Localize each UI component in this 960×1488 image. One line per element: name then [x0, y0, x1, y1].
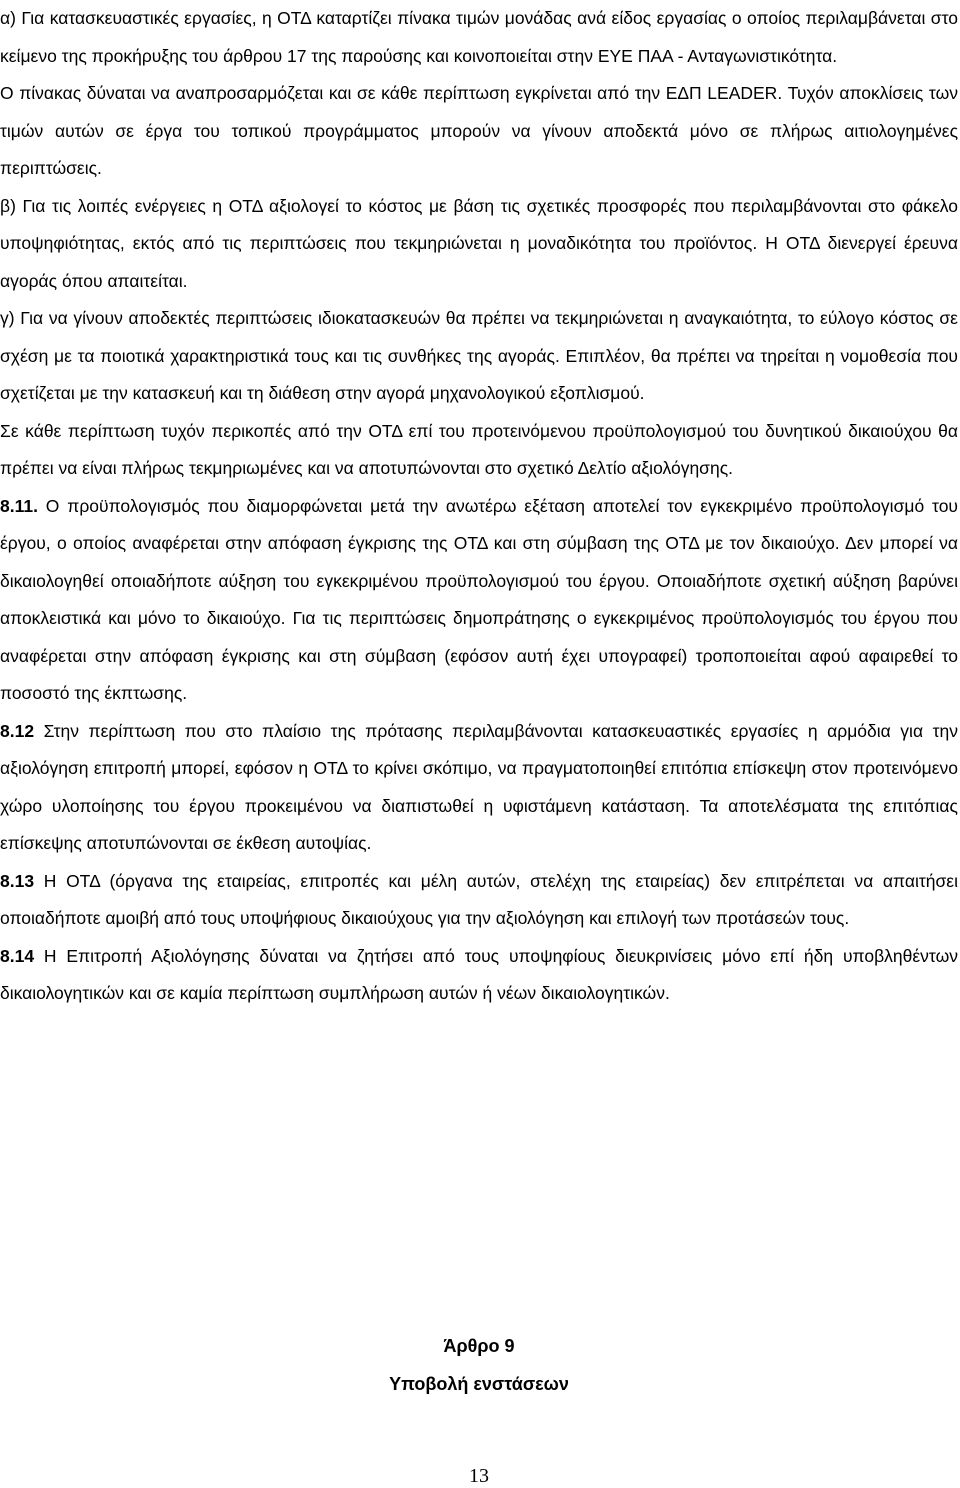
- article-title: Υποβολή ενστάσεων: [389, 1374, 569, 1394]
- paragraph-a-table: Ο πίνακας δύναται να αναπροσαρμόζεται και σε κάθε περίπτωση εγκρίνεται από την ΕΔΠ LEADER. Τυχόν αποκλίσεις των τιμών αυτών σε έργα του τοπικού προγράμματος μπορούν να γίνουν αποδεκτά μόνο σε πλήρως αιτιολογημένες περιπτώσεις.: [0, 83, 958, 178]
- section-text: Ο προϋπολογισμός που διαμορφώνεται μετά την ανωτέρω εξέταση αποτελεί τον εγκεκριμένο προϋπολογισμό του έργου, ο οποίος αναφέρεται στην απόφαση έγκρισης της ΟΤΔ και στη σύμβαση της ΟΤΔ με τον δικαιούχο. Δεν μπορεί να δικαιολογηθεί οποιαδήποτε αύξηση του εγκεκριμένου προϋπολογισμού του έργου. Οποιαδήποτε σχετική αύξηση βαρύνει αποκλειστικά και μόνο το δικαιούχο. Για τις περιπτώσεις δημοπράτησης ο εγκεκριμένος προϋπολογισμός του έργου που αναφέρεται στην απόφαση έγκρισης και στη σύμβαση (εφόσον αυτή έχει υπογραφεί) τροποποιείται αφού αφαιρεθεί το ποσοστό της έκπτωσης.: [0, 495, 958, 703]
- section-number: 8.13: [0, 870, 35, 891]
- page-number: 13: [469, 1465, 489, 1487]
- section-text: Η Επιτροπή Αξιολόγησης δύναται να ζητήσει από τους υποψηφίους διευκρινίσεις μόνο επί ήδη υποβληθέντων δικαιολογητικών και σε καμία περίπτωση συμπλήρωση αυτών ή νέων δικαιολογητικών.: [0, 945, 958, 1003]
- section-text: Η ΟΤΔ (όργανα της εταιρείας, επιτροπές και μέλη αυτών, στελέχη της εταιρείας) δεν επιτρέπεται να απαιτήσει οποιαδήποτε αμοιβή από τους υποψήφιους δικαιούχους για την αξιολόγηση και επιλογή των προτάσεών τους.: [0, 870, 958, 928]
- section-8-13: [0, 863, 958, 938]
- section-number: 8.12: [0, 720, 35, 741]
- section-text: Στην περίπτωση που στο πλαίσιο της πρότασης περιλαμβάνονται κατασκευαστικές εργασίες η αρμόδια για την αξιολόγηση επιτροπή μπορεί, εφόσον η ΟΤΔ το κρίνει σκόπιμο, να πραγματοποιηθεί επιτόπια επίσκεψη στον προτεινόμενο χώρο υλοποίησης του έργου προκειμένου να διαπιστωθεί η υφιστάμενη κατάσταση. Τα αποτελέσματα της επιτόπιας επίσκεψης αποτυπώνονται σε έκθεση αυτοψίας.: [0, 720, 958, 853]
- section-number: 8.14: [0, 945, 35, 966]
- paragraph-b: β) Για τις λοιπές ενέργειες η ΟΤΔ αξιολογεί το κόστος με βάση τις σχετικές προσφορές που περιλαμβάνονται στο φάκελο υποψηφιότητας, εκτός από τις περιπτώσεις που τεκμηριώνεται η μοναδικότητα του προϊόντος. Η ΟΤΔ διενεργεί έρευνα αγοράς όπου απαιτείται.: [0, 195, 958, 291]
- paragraph-c: γ) Για να γίνουν αποδεκτές περιπτώσεις ιδιοκατασκευών θα πρέπει να τεκμηριώνεται η αναγκαιότητα, το εύλογο κόστος σε σχέση με τα ποιοτικά χαρακτηριστικά τους και τις συνθήκες της αγοράς. Επιπλέον, θα πρέπει να τηρείται η νομοθεσία που σχετίζεται με την κατασκευή και τη διάθεση στην αγορά μηχανολογικού εξοπλισμού.: [0, 308, 958, 403]
- paragraph-cuts: Σε κάθε περίπτωση τυχόν περικοπές από την ΟΤΔ επί του προτεινόμενου προϋπολογισμού του δυνητικού δικαιούχου θα πρέπει να είναι πλήρως τεκμηριωμένες και να αποτυπώνονται στο σχετικό Δελτίο αξιολόγησης.: [0, 420, 958, 478]
- paragraph-a: α) Για κατασκευαστικές εργασίες, η ΟΤΔ καταρτίζει πίνακα τιμών μονάδας ανά είδος εργασίας ο οποίος περιλαμβάνεται στο κείμενο της προκήρυξης του άρθρου 17 της παρούσης και κοινοποιείται στην ΕΥΕ ΠΑΑ - Ανταγωνιστικότητα.: [0, 8, 958, 66]
- section-8-14: [0, 938, 958, 1013]
- section-number: 8.11.: [0, 495, 38, 516]
- article-heading: Άρθρο 9: [443, 1336, 515, 1356]
- section-8-12: [0, 713, 958, 863]
- section-8-11: [0, 488, 958, 713]
